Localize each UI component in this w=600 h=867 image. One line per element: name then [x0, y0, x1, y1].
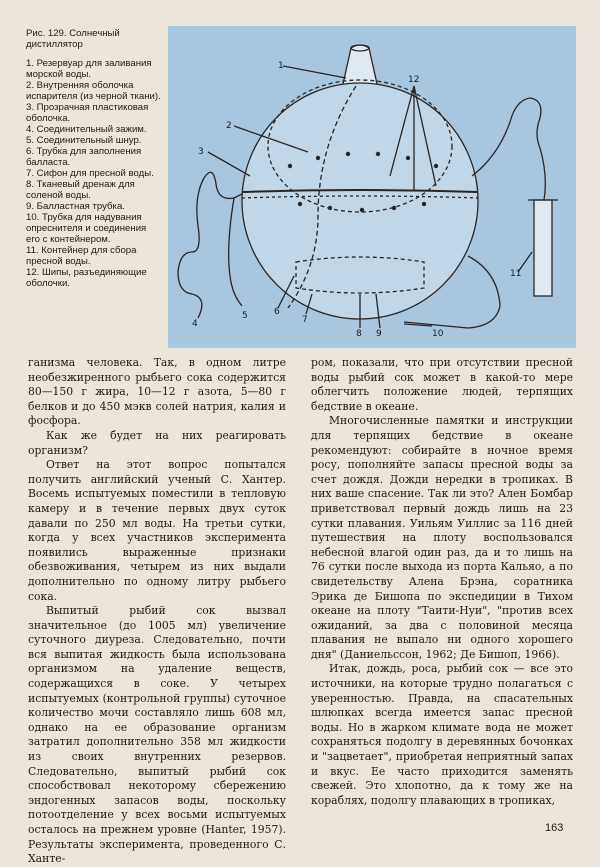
- diagram-label-3: 3: [198, 147, 204, 157]
- legend-item: 1. Резервуар для заливания морской воды.: [26, 58, 152, 80]
- diagram-label-7: 7: [302, 315, 308, 325]
- diagram-label-2: 2: [226, 121, 232, 131]
- diagram-label-10: 10: [432, 329, 444, 339]
- diagram-label-9: 9: [376, 329, 382, 339]
- text-column-right: [311, 356, 573, 808]
- paragraph: Как же будет на них реагировать организм?: [28, 428, 286, 457]
- legend-item: 10. Трубка для надувания опреснителя и соединения его с контейнером.: [26, 212, 147, 245]
- solar-still-diagram: [168, 26, 576, 348]
- legend-item: 8. Тканевый дренаж для соленой воды.: [26, 179, 135, 201]
- legend-item: 5. Соединительный шнур.: [26, 135, 142, 146]
- legend-item: 3. Прозрачная пластиковая оболочка.: [26, 102, 149, 124]
- page-number: 163: [545, 822, 564, 834]
- diagram-label-5: 5: [242, 311, 248, 321]
- legend-item: 9. Балластная трубка.: [26, 201, 125, 212]
- diagram-label-11: 11: [510, 269, 522, 279]
- legend-item: 11. Контейнер для сбора пресной воды.: [26, 245, 137, 267]
- diagram-label-1: 1: [278, 61, 284, 71]
- paragraph: Выпитый рыбий сок вызвал значительное (до 1005 мл) увеличение суточного диуреза. Следовательно, почти вся выпитая жидкость была использована организмом на удаление веществ, содержащихся в соке. У четырех испытуемых (контрольной группы) суточное количество мочи составляло лишь 608 мл, однако на ее образование организм затратил дополнительно 358 мл жидкости из своих внутренних резервов. Следовательно, выпитый рыбий сок способствовал некоторому сбережению эндогенных запасов воды, поскольку потоотделение у всех восьми испытуемых осталось на прежнем уровне (Hanter, 1957). Результаты эксперимента, проведенного С. Ханте-: [28, 604, 286, 866]
- diagram-label-12: 12: [408, 75, 420, 85]
- legend-item: 4. Соединительный зажим.: [26, 124, 147, 135]
- legend-item: 2. Внутренняя оболочка испарителя (из черной ткани).: [26, 80, 161, 102]
- paragraph: ром, показали, что при отсутствии пресной воды рыбий сок может в какой-то мере облегчить положение людей, терпящих бедствие в океане.: [311, 356, 573, 413]
- diagram-label-8: 8: [356, 329, 362, 339]
- legend-item: 7. Сифон для пресной воды.: [26, 168, 154, 179]
- caption-title: Рис. 129. Солнечный дистиллятор: [26, 28, 120, 50]
- paragraph: Итак, дождь, роса, рыбий сок — все это источники, на которые трудно полагаться с уверенностью. Правда, на спасательных шлюпках всегда имеется запас пресной воды. Но в жарком климате вода не может сохраняться подолгу в деревянных бочонках и "зацветает", приобретая неприятный запах и вкус. Ее часто приходится заменять свежей. Это хлопотно, да к тому же на кораблях, подолгу плавающих в тропиках,: [311, 662, 573, 807]
- figure-caption: [26, 28, 162, 289]
- legend-item: 6. Трубка для заполнения балласта.: [26, 146, 142, 168]
- paragraph: Многочисленные памятки и инструкции для терпящих бедствие в океане рекомендуют: собирайте в ночное время росу, пополняйте запасы пресной воды за счет дождя. Дожди нередки в тропиках. В них ваше спасение. Так ли это? Ален Бомбар приветствовал первый дождь лишь на 23 сутки плавания. Уильям Уиллис за 116 дней путешествия на плоту воспользовался небесной влагой один раз, да и то лишь на 76 сутки после выхода из порта Кальяо, а по свидетельству Алена Брэна, соратника Эрика де Бишопа по экспедиции в Тихом океане на плоту "Таити-Нуи", "против всех ожиданий, за два с половиной месяца плавания не выпало ни одного хорошего дня" (Даниельссон, 1962; Де Бишоп, 1966).: [311, 414, 573, 661]
- diagram-label-4: 4: [192, 319, 198, 329]
- diagram-label-6: 6: [274, 307, 280, 317]
- text-column-left: [28, 356, 286, 867]
- paragraph: Ответ на этот вопрос попытался получить английский ученый С. Хантер. Восемь испытуемых поместили в тепловую камеру и в течение первых двух суток давали по 250 мл воды. На третьи сутки, когда у всех участников эксперимента появились выраженные признаки обезвоживания, четырем из них выдали дополнительно по одному литру рыбьего сока.: [28, 458, 286, 603]
- legend-item: 12. Шипы, разъединяющие оболочки.: [26, 267, 147, 289]
- paragraph: ганизма человека. Так, в одном литре необезжиренного рыбьего сока содержится 80—150 г жира, 10—12 г азота, 5—80 г белков и до 450 мэкв солей натрия, калия и фосфора.: [28, 356, 286, 428]
- solar-still-illustration: [168, 26, 576, 348]
